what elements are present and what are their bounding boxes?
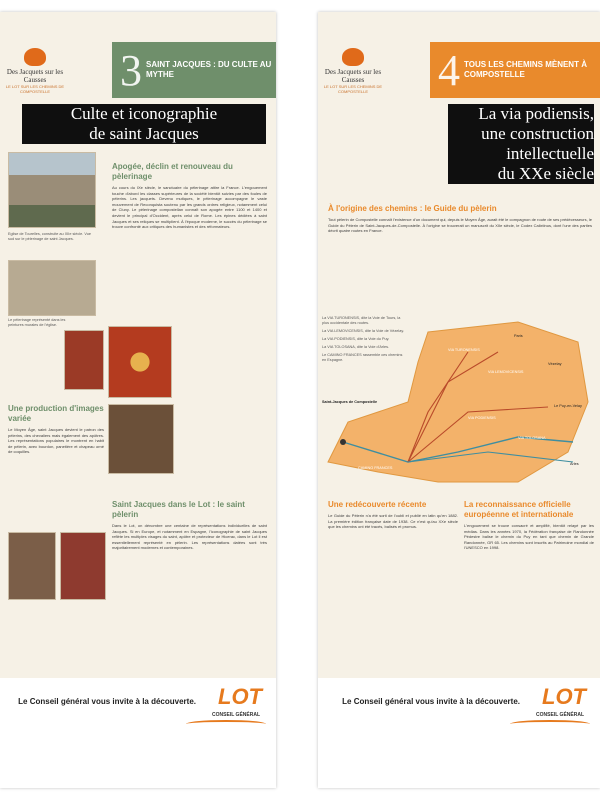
section-heading: La reconnaissance officielle européenne et internationale bbox=[464, 500, 574, 519]
section-body: Au cours du IXe siècle, le sanctuaire du pèlerinage attire la France. L'engouement touche d'abord les classes supérieures de la société bientôt suivies par des foules de pèlerins. Les jacquets. Devenu mutiques, le pèlerinage accompagne le vaste mouvement de Reconquista soutenu par les grands ordres religieux, notamment celui de Cluny. Le pèlerinage compostellan connaît son apogée entre 1100 et 1400 et devient le principal d'Occident, après celui de Rome. Les épines dédiées à saint Jacques et ses reliques se multiplient. À l'époque moderne, le succès du pèlerinage se trouve confronté aux critiques des humanistes et des réformateurs. bbox=[112, 185, 267, 230]
conseil-general-label: CONSEIL GÉNÉRAL bbox=[536, 712, 584, 718]
logo bbox=[0, 42, 70, 94]
section-body: Le Guide du Pèlerin n'a été sorti de l'oubli et publié en latin qu'en 1882. La première édition française date de 1938. Ce n'est qu'au XXe siècle que les chemins ont été tracés, balisés et promus. bbox=[328, 513, 458, 530]
section-title: SAINT JACQUES : DU CULTE AU MYTHE bbox=[146, 60, 272, 79]
photo-caption: Le pèlerinage représenté dans les peintures murales de l'église. bbox=[8, 318, 66, 327]
swoosh-icon bbox=[510, 720, 590, 728]
poster-header bbox=[318, 42, 600, 98]
logo-title: Des Jacquets sur les Causses bbox=[6, 68, 64, 84]
church-photo bbox=[8, 152, 96, 228]
main-title-line: une construction bbox=[448, 124, 594, 144]
main-title-line: de saint Jacques bbox=[89, 124, 199, 143]
pilgrim-painting-photo bbox=[108, 404, 174, 474]
poster-panel-3 bbox=[0, 12, 276, 788]
poster-header bbox=[0, 42, 276, 98]
section-body: Dans le Lot, on dénombre une centaine de représentations individuelles de saint Jacques. Si en Europe, et notamment en Espagne, l'iconographie de saint Jacques reflète les multiples visages du saint, apôtre et protecteur de Hicerac, dans le Lot il est essentiellement représenté en pèlerin. Les représentations datées sont très majoritairement modernes et contemporaines. bbox=[112, 523, 267, 551]
section-body: Le Moyen Âge, saint Jacques devient le patron des pèlerins, des chevaliers mais également des apôtres. Les représentations populaires le montrent en habit de pèlerin, avec bourdon, panetière et chapeau orné de coquilles. bbox=[8, 427, 104, 455]
section-banner bbox=[112, 42, 276, 98]
retable-photo bbox=[60, 532, 106, 600]
poster-footer bbox=[318, 678, 600, 788]
article-rediscovery bbox=[328, 500, 458, 530]
routes-map bbox=[318, 312, 600, 492]
main-title-line: du XXe siècle bbox=[448, 164, 594, 184]
lot-logo: LOT bbox=[218, 684, 262, 709]
swoosh-icon bbox=[186, 720, 266, 728]
section-heading: À l'origine des chemins : le Guide du pèlerin bbox=[328, 204, 497, 213]
map-note: La VIA LEMOVICENSIS, dite la Voie de Vézelay. bbox=[322, 329, 405, 333]
map-label: Le Puy-en-Velay bbox=[554, 404, 582, 408]
map-label: Paris bbox=[514, 334, 523, 338]
map-label: VIA TOLOSANA bbox=[518, 436, 546, 440]
map-note: La VIA TOLOSANA, dite la Voie d'Arles. bbox=[322, 345, 390, 349]
section-title: TOUS LES CHEMINS MÈNENT À COMPOSTELLE bbox=[464, 60, 587, 79]
section-body: L'engouement se trouve consacré et amplifié, bientôt relayé par les médias. Dans les années 1970, la Fédération française de Randonnée Pédestre balise le chemin du Puy en tant que chemin de Grande Randonnée, GR 65. Les chemins sont inscrits au Patrimoine mondial de l'UNESCO en 1998. bbox=[464, 523, 594, 551]
photo-caption: Eglise de Tourelles, construite au XIIe siècle. Vue sud sur le pèlerinage de saint Jacques. bbox=[8, 232, 91, 241]
section-number: 4 bbox=[438, 45, 460, 95]
vault-painting-photo bbox=[108, 326, 172, 398]
article-lot bbox=[112, 500, 267, 551]
logo-subtitle: LE LOT SUR LES CHEMINS DE COMPOSTELLE bbox=[5, 84, 65, 94]
scallop-shell-icon bbox=[342, 48, 364, 66]
main-title-line: La via podiensis, bbox=[448, 104, 594, 124]
altar-photo bbox=[8, 532, 56, 600]
section-number: 3 bbox=[120, 45, 142, 95]
map-label: Arles bbox=[570, 462, 579, 466]
article-apogee bbox=[112, 162, 267, 230]
section-heading: Saint Jacques dans le Lot : le saint pèlerin bbox=[112, 500, 245, 519]
article-recognition bbox=[464, 500, 594, 551]
map-label: VIA TURONENSIS bbox=[448, 348, 480, 352]
section-body: Tout pèlerin de Compostelle connaît l'existence d'un document qui, depuis le Moyen Âge, aurait été le compagnon de route de ses prédécesseurs, le Guide du Pèlerin de Saint-Jacques-de-Compostelle. À l'origine se trouverait un manuscrit du XIIe siècle, le Codex Calixtinus, dont l'une des parties décrit quatre routes en France. bbox=[328, 217, 592, 234]
section-heading: Apogée, déclin et renouveau du pèlerinage bbox=[112, 162, 233, 181]
main-title-line: Culte et iconographie bbox=[70, 104, 218, 123]
poster-footer bbox=[0, 678, 276, 788]
scallop-shell-icon bbox=[24, 48, 46, 66]
map-note: La VIA TURONENSIS, dite la Voie de Tours, la plus occidentale des routes. bbox=[322, 316, 401, 325]
map-label: Vézelay bbox=[548, 362, 562, 366]
article-images bbox=[8, 404, 104, 455]
conseil-general-label: CONSEIL GÉNÉRAL bbox=[212, 712, 260, 718]
main-title-line: intellectuelle bbox=[448, 144, 594, 164]
footer-invite: Le Conseil général vous invite à la découverte. bbox=[342, 697, 520, 706]
map-label: Saint-Jacques de Compostelle bbox=[322, 400, 378, 404]
section-banner bbox=[430, 42, 600, 98]
main-title bbox=[22, 104, 266, 144]
map-label: VIA LEMOVICENSIS bbox=[488, 370, 524, 374]
poster-panel-4 bbox=[318, 12, 600, 788]
logo-title: Des Jacquets sur les Causses bbox=[324, 68, 382, 84]
footer-invite: Le Conseil général vous invite à la découverte. bbox=[18, 697, 196, 706]
section-heading: Une redécouverte récente bbox=[328, 500, 427, 509]
map-label: CAMINO FRANCES bbox=[358, 466, 393, 470]
lot-logo: LOT bbox=[542, 684, 586, 709]
sculpture-photo bbox=[8, 260, 96, 316]
statue-photo bbox=[64, 330, 104, 390]
map-label: VIA PODIENSIS bbox=[468, 416, 496, 420]
main-title bbox=[318, 104, 600, 184]
map-note: Le CAMINO FRANCES rassemble ces chemins en Espagne. bbox=[322, 353, 403, 362]
map-legend bbox=[322, 316, 406, 363]
map-note: La VIA PODIENSIS, dite la Voie du Puy. bbox=[322, 337, 390, 341]
article-origin bbox=[328, 204, 592, 234]
logo bbox=[318, 42, 388, 94]
section-heading: Une production d'images variée bbox=[8, 404, 104, 423]
logo-subtitle: LE LOT SUR LES CHEMINS DE COMPOSTELLE bbox=[323, 84, 383, 94]
